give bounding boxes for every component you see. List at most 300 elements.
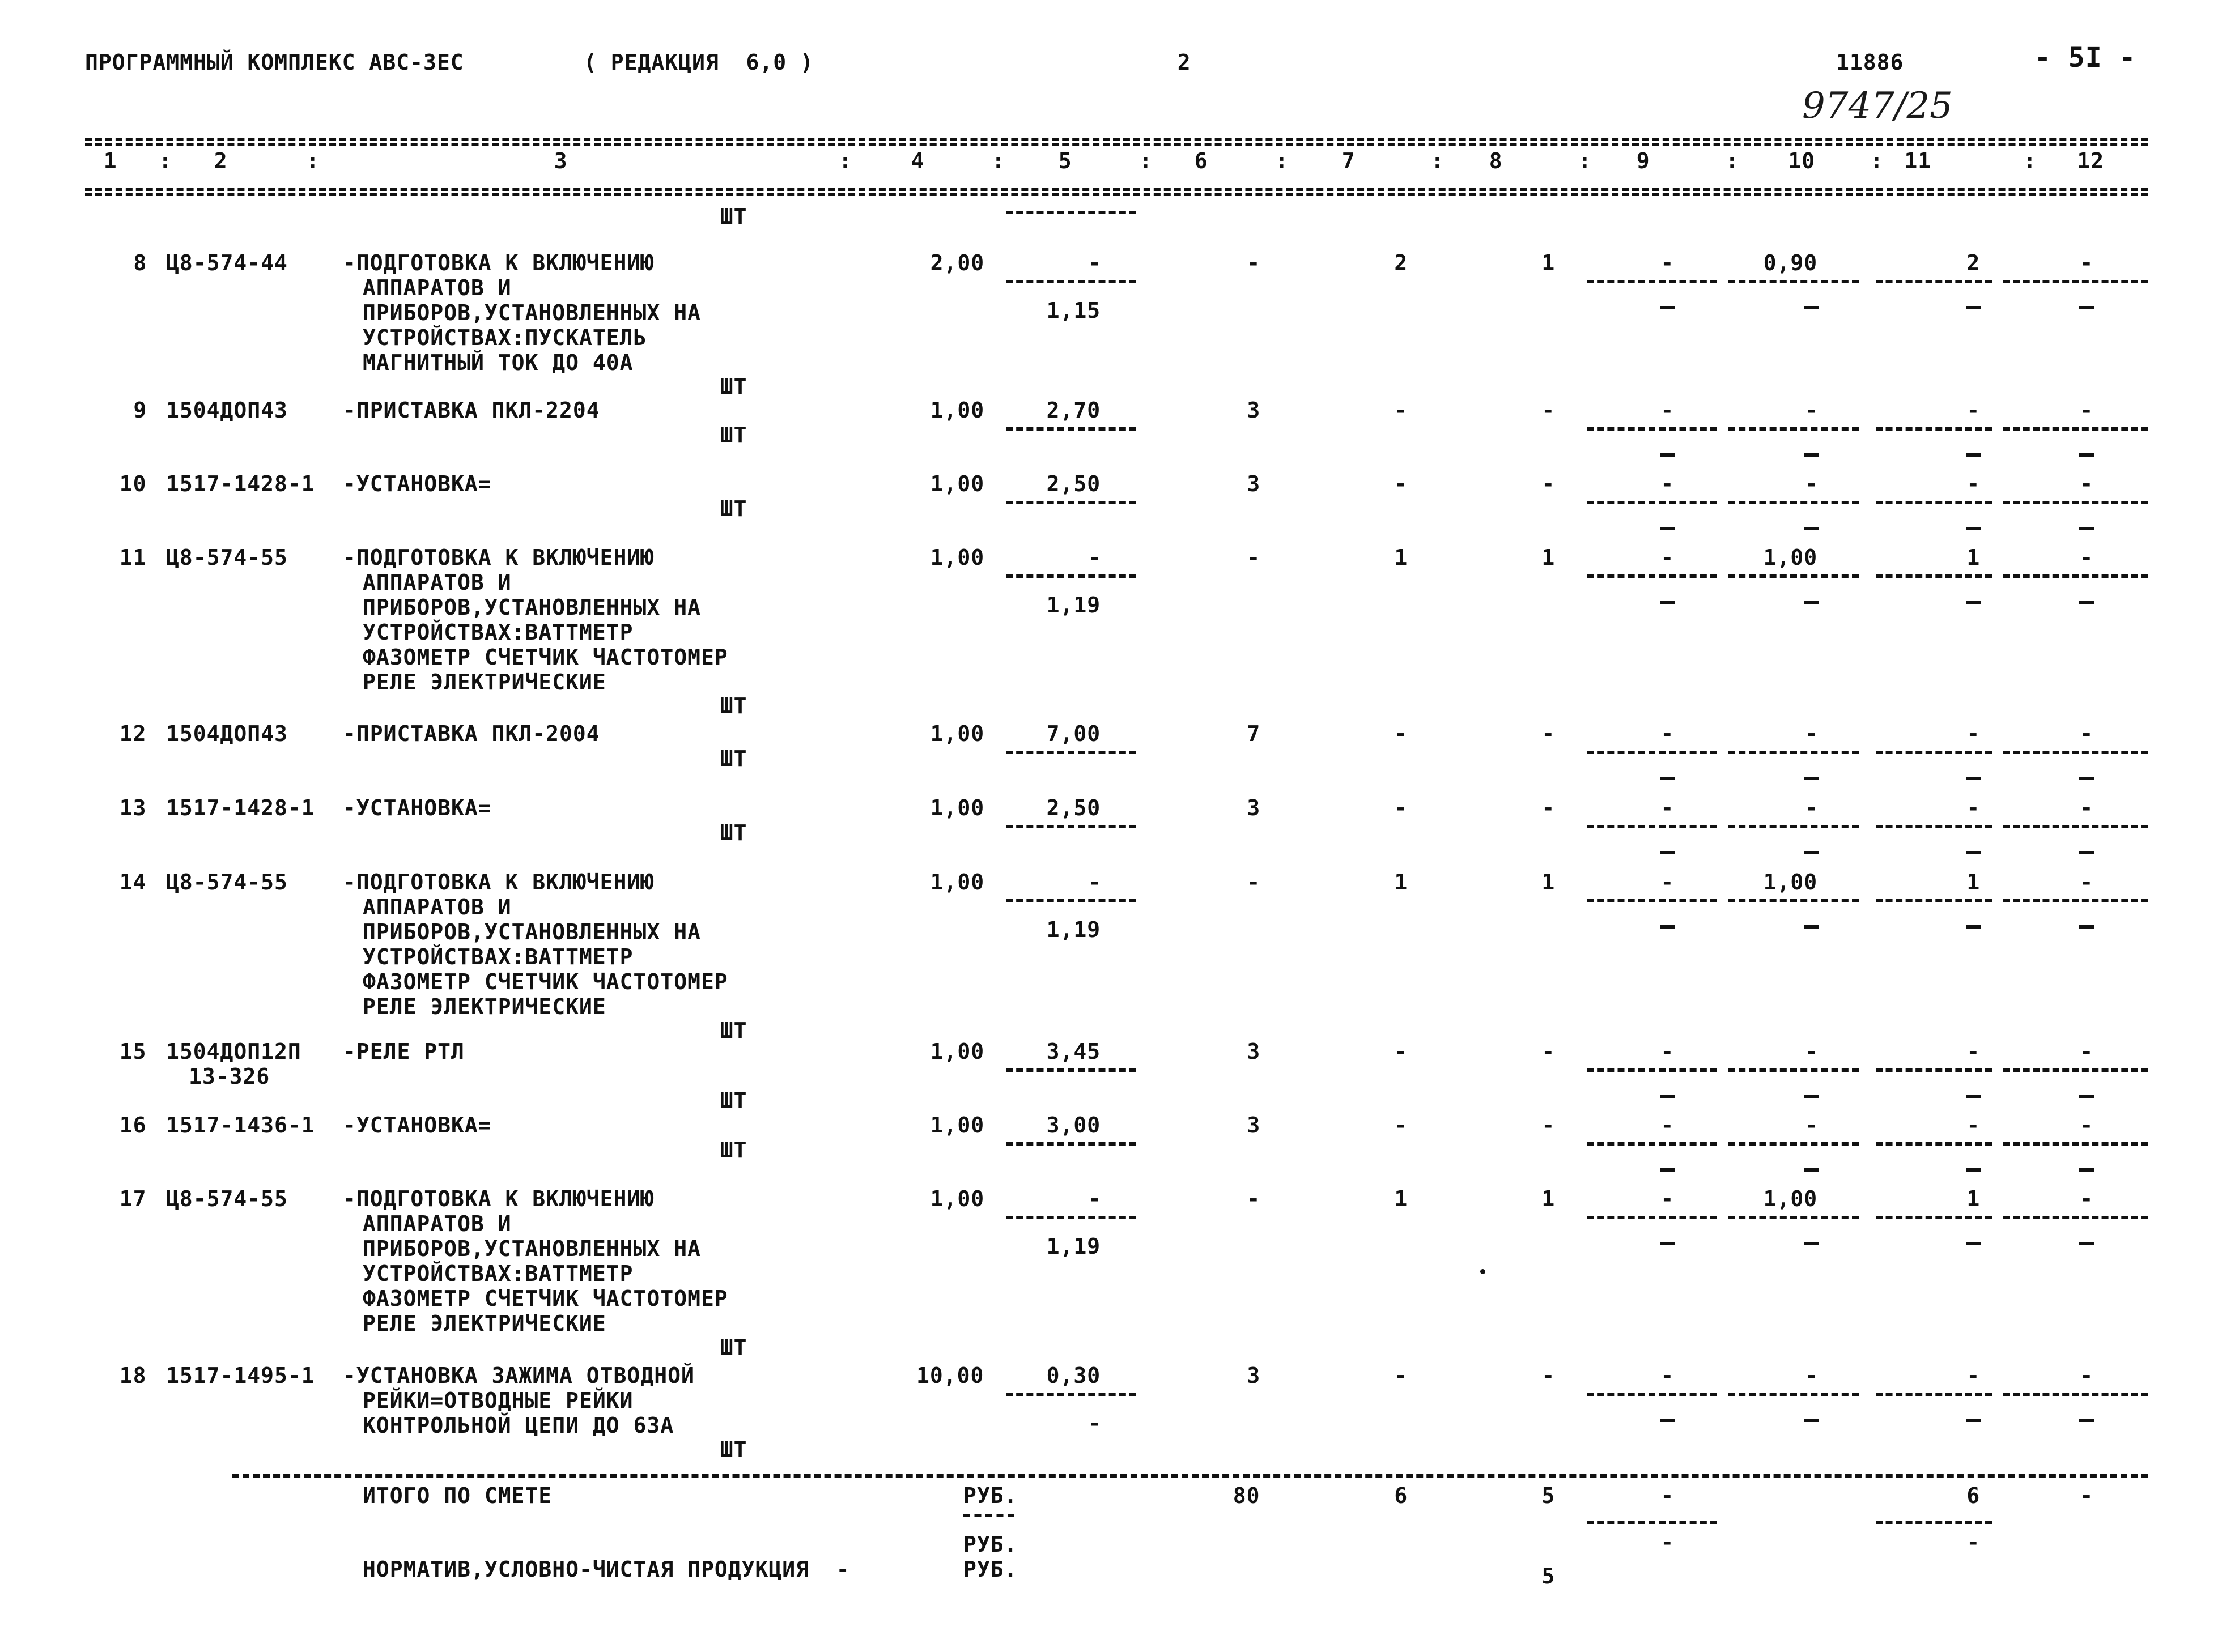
row-description: ПРИБОРОВ,УСТАНОВЛЕННЫХ НА	[363, 919, 701, 944]
dashed-rule	[2003, 501, 2148, 504]
row-col7: -	[1394, 1039, 1408, 1064]
dash-mark	[2079, 1242, 2094, 1245]
row-quantity: 1,00	[930, 398, 985, 423]
row-col7: -	[1394, 1363, 1408, 1388]
dashed-rule	[2003, 1393, 2148, 1396]
row-description: МАГНИТНЫЙ ТОК ДО 40А	[363, 350, 634, 375]
norm-col9: -	[1660, 1530, 1675, 1555]
row-quantity: 1,00	[930, 545, 985, 570]
dash-mark	[1660, 1419, 1675, 1422]
row-col10: 1,00	[1763, 870, 1818, 895]
row-col12: -	[2080, 398, 2094, 423]
dashed-rule	[2003, 427, 2148, 431]
row-col7: 1	[1394, 870, 1408, 895]
column-separator: :	[159, 148, 172, 173]
dashed-rule	[1876, 899, 1992, 902]
row-number: 11	[119, 545, 147, 570]
norm-unit-2: РУБ.	[963, 1557, 1018, 1582]
dashed-rule	[1728, 1142, 1859, 1146]
dash-mark	[1966, 851, 1981, 854]
dashed-rule	[1876, 1142, 1992, 1146]
dash-mark	[1804, 601, 1819, 604]
dash-mark	[2079, 777, 2094, 780]
dashed-rule	[2003, 751, 2148, 754]
program-title: ПРОГРАММНЫЙ КОМПЛЕКС АВС-3ЕС	[85, 50, 464, 75]
column-separator: :	[992, 148, 1005, 173]
row-code: Ц8-574-55	[166, 1186, 288, 1211]
row-unit: ШТ	[720, 1138, 747, 1163]
dash-mark	[1966, 453, 1981, 457]
row-description: ПРИБОРОВ,УСТАНОВЛЕННЫХ НА	[363, 300, 701, 325]
dashed-rule	[1587, 1216, 1717, 1219]
dash-mark	[1966, 601, 1981, 604]
dashed-rule	[1876, 825, 1992, 828]
row-description: -ПОДГОТОВКА К ВКЛЮЧЕНИЮ	[343, 1186, 655, 1211]
row-col11: 1	[1966, 870, 1981, 895]
dashed-rule	[2003, 1216, 2148, 1219]
dashed-rule	[1006, 751, 1136, 754]
column-separator: :	[1431, 148, 1444, 173]
row-col8: -	[1541, 1039, 1556, 1064]
row-col9: -	[1660, 250, 1675, 275]
dashed-rule	[1728, 501, 1859, 504]
row-description: -РЕЛЕ РТЛ	[343, 1039, 465, 1064]
dash-mark	[1966, 1095, 1981, 1098]
row-col12: -	[2080, 721, 2094, 746]
totals-label: ИТОГО ПО СМЕТЕ	[363, 1483, 553, 1508]
row-col6: 3	[1247, 795, 1261, 820]
row-description: УСТРОЙСТВАХ:ВАТТМЕТР	[363, 944, 634, 969]
dash-mark	[1966, 1168, 1981, 1172]
row-description: УСТРОЙСТВАХ:ВАТТМЕТР	[363, 620, 634, 645]
dash-mark	[2079, 601, 2094, 604]
column-header-3: 3	[554, 148, 568, 173]
dash-mark	[1804, 851, 1819, 854]
row-code: 1517-1436-1	[166, 1113, 315, 1138]
row-code: 1517-1428-1	[166, 795, 315, 820]
row-col11: -	[1966, 1363, 1981, 1388]
dash-mark	[2079, 925, 2094, 929]
row-description: -ПОДГОТОВКА К ВКЛЮЧЕНИЮ	[343, 545, 655, 570]
row-number: 17	[119, 1186, 147, 1211]
column-separator: :	[1726, 148, 1739, 173]
row-description: ФАЗОМЕТР СЧЕТЧИК ЧАСТОТОМЕР	[363, 645, 728, 670]
row-unit: ШТ	[720, 1437, 747, 1462]
row-col10: -	[1805, 1039, 1819, 1064]
dashed-rule	[1006, 427, 1136, 431]
row-col8: -	[1541, 721, 1556, 746]
dashed-rule	[1728, 280, 1859, 283]
row-quantity: 2,00	[930, 250, 985, 275]
row-col7: 2	[1394, 250, 1408, 275]
row-col5-top: -	[1088, 870, 1102, 895]
column-header-8: 8	[1489, 148, 1503, 173]
column-separator: :	[2023, 148, 2037, 173]
dash-mark	[1966, 306, 1981, 309]
row-col12: -	[2080, 795, 2094, 820]
dashed-rule	[1728, 751, 1859, 754]
row-col9: -	[1660, 1113, 1675, 1138]
row-code: Ц8-574-55	[166, 870, 288, 895]
row-col5-top: 3,45	[1046, 1039, 1101, 1064]
row-col7: 1	[1394, 1186, 1408, 1211]
dash-mark	[1966, 925, 1981, 929]
dashed-rule	[1587, 1068, 1717, 1072]
row-col5-top: -	[1088, 545, 1102, 570]
dashed-rule	[1006, 1142, 1136, 1146]
row-quantity: 1,00	[930, 1039, 985, 1064]
row-col10: 0,90	[1763, 250, 1818, 275]
row-description: РЕЛЕ ЭЛЕКТРИЧЕСКИЕ	[363, 670, 606, 695]
row-col6: -	[1247, 545, 1261, 570]
dash-mark	[1804, 527, 1819, 530]
row-quantity: 1,00	[930, 471, 985, 496]
row-code: Ц8-574-55	[166, 545, 288, 570]
row-number: 9	[133, 398, 147, 423]
row-col5-top: -	[1088, 250, 1102, 275]
column-header-4: 4	[911, 148, 925, 173]
row-col8: 1	[1541, 870, 1556, 895]
row-number: 18	[119, 1363, 147, 1388]
row-description: АППАРАТОВ И	[363, 570, 512, 595]
row-col9: -	[1660, 721, 1675, 746]
row-col5-bottom: 1,19	[1046, 593, 1101, 618]
row-col7: -	[1394, 471, 1408, 496]
row-unit: ШТ	[720, 746, 747, 771]
dashed-rule	[1728, 899, 1859, 902]
totals-col7: 6	[1394, 1483, 1408, 1508]
sheet-number: 2	[1177, 50, 1191, 75]
row-col6: 3	[1247, 1113, 1261, 1138]
column-header-5: 5	[1058, 148, 1072, 173]
dashed-rule	[1728, 427, 1859, 431]
row-col12: -	[2080, 545, 2094, 570]
row-col5-top: 2,50	[1046, 795, 1101, 820]
dash-mark	[2079, 1419, 2094, 1422]
dashed-rule	[1006, 825, 1136, 828]
row-col6: -	[1247, 250, 1261, 275]
dash-mark	[1804, 1242, 1819, 1245]
dashed-rule	[1006, 1068, 1136, 1072]
edition-label: ( РЕДАКЦИЯ 6,0 )	[584, 50, 814, 75]
row-col8: -	[1541, 1363, 1556, 1388]
row-col10: -	[1805, 398, 1819, 423]
column-separator: :	[1870, 148, 1884, 173]
row-description: -УСТАНОВКА=	[343, 1113, 492, 1138]
norm-unit-1: РУБ.	[963, 1532, 1018, 1557]
row-col7: -	[1394, 398, 1408, 423]
column-header-11: 11	[1904, 148, 1932, 173]
dashed-rule	[1876, 1068, 1992, 1072]
dash-mark	[1966, 527, 1981, 530]
row-col5-top: 0,30	[1046, 1363, 1101, 1388]
row-col11: -	[1966, 471, 1981, 496]
row-col9: -	[1660, 1039, 1675, 1064]
row-col11: 1	[1966, 1186, 1981, 1211]
row-number: 14	[119, 870, 147, 895]
totals-top-rule	[232, 1474, 2148, 1478]
row-col9: -	[1660, 1363, 1675, 1388]
dash-mark	[1966, 1242, 1981, 1245]
dash-mark	[1966, 1419, 1981, 1422]
row-col8: 1	[1541, 1186, 1556, 1211]
row-description: РЕЙКИ=ОТВОДНЫЕ РЕЙКИ	[363, 1388, 634, 1413]
row-col6: 3	[1247, 471, 1261, 496]
row-col9: -	[1660, 795, 1675, 820]
row-col12: -	[2080, 870, 2094, 895]
row-description: -ПРИСТАВКА ПКЛ-2204	[343, 398, 600, 423]
dash-mark	[1660, 601, 1675, 604]
row-col12: -	[2080, 471, 2094, 496]
dashed-rule	[1876, 1216, 1992, 1219]
page-number: - 5I -	[2034, 42, 2136, 74]
column-header-9: 9	[1636, 148, 1650, 173]
dashed-rule	[1587, 1521, 1717, 1524]
row-col5-top: -	[1088, 1186, 1102, 1211]
dashed-rule	[1587, 1142, 1717, 1146]
row-col11: -	[1966, 721, 1981, 746]
document-code: 11886	[1836, 50, 1904, 75]
row-description: -ПОДГОТОВКА К ВКЛЮЧЕНИЮ	[343, 870, 655, 895]
dashed-rule	[2003, 574, 2148, 578]
row-description: ПРИБОРОВ,УСТАНОВЛЕННЫХ НА	[363, 595, 701, 620]
row-description: -УСТАНОВКА=	[343, 795, 492, 820]
row-col10: -	[1805, 1363, 1819, 1388]
totals-unit: РУБ.	[963, 1483, 1018, 1508]
row-number: 12	[119, 721, 147, 746]
column-header-10: 10	[1788, 148, 1816, 173]
dash-mark	[2079, 453, 2094, 457]
unit-label: ШТ	[720, 204, 747, 229]
dash-mark	[1804, 306, 1819, 309]
row-col8: -	[1541, 471, 1556, 496]
row-unit: ШТ	[720, 820, 747, 845]
row-unit: ШТ	[720, 1088, 747, 1113]
row-col5-top: 2,70	[1046, 398, 1101, 423]
row-col9: -	[1660, 545, 1675, 570]
totals-col9: -	[1660, 1483, 1675, 1508]
dash-mark	[1660, 925, 1675, 929]
dashed-rule	[1587, 1393, 1717, 1396]
row-description: АППАРАТОВ И	[363, 275, 512, 300]
header-bottom-rule	[85, 188, 2148, 191]
column-separator: :	[839, 148, 852, 173]
handwritten-number: 9747/25	[1802, 85, 1953, 127]
row-unit: ШТ	[720, 1018, 747, 1043]
row-col6: 3	[1247, 398, 1261, 423]
dashed-rule	[2003, 1068, 2148, 1072]
dash-mark	[1804, 1095, 1819, 1098]
dashed-rule	[1728, 825, 1859, 828]
dashed-rule	[1587, 280, 1717, 283]
row-col7: -	[1394, 721, 1408, 746]
row-col7: -	[1394, 1113, 1408, 1138]
dashed-rule	[1876, 280, 1992, 283]
row-quantity: 10,00	[916, 1363, 984, 1388]
row-col11: -	[1966, 795, 1981, 820]
column-header-1: 1	[103, 148, 117, 173]
row-number: 8	[133, 250, 147, 275]
row-col6: 3	[1247, 1363, 1261, 1388]
dashed-rule	[2003, 280, 2148, 283]
row-description: УСТРОЙСТВАХ:ПУСКАТЕЛЬ	[363, 325, 647, 350]
row-col5-top: 3,00	[1046, 1113, 1101, 1138]
row-unit: ШТ	[720, 423, 747, 448]
row-col11: 1	[1966, 545, 1981, 570]
row-col7: 1	[1394, 545, 1408, 570]
row-col5-bottom: 1,15	[1046, 298, 1101, 323]
norm-col11: -	[1966, 1530, 1981, 1555]
dash-mark	[1660, 306, 1675, 309]
row-col12: -	[2080, 1186, 2094, 1211]
row-code: 1504ДОП12П	[166, 1039, 301, 1064]
row-col8: 1	[1541, 545, 1556, 570]
dashed-rule	[1006, 899, 1136, 902]
column-header-12: 12	[2077, 148, 2105, 173]
row-col6: 3	[1247, 1039, 1261, 1064]
row-col5-bottom: -	[1088, 1411, 1102, 1436]
row-col9: -	[1660, 1186, 1675, 1211]
dash-mark	[1660, 851, 1675, 854]
dashed-rule	[1006, 1393, 1136, 1396]
row-col12: -	[2080, 1039, 2094, 1064]
dashed-rule	[1006, 280, 1136, 283]
dash-mark	[1660, 777, 1675, 780]
row-code: 1504ДОП43	[166, 398, 288, 423]
row-col6: 7	[1247, 721, 1261, 746]
dash-mark	[2079, 1168, 2094, 1172]
row-col8: 1	[1541, 250, 1556, 275]
dash-mark	[1966, 777, 1981, 780]
dash-mark	[1804, 453, 1819, 457]
row-col5-top: 7,00	[1046, 721, 1101, 746]
dash-mark	[2079, 851, 2094, 854]
dashed-rule	[1876, 427, 1992, 431]
row-description: ФАЗОМЕТР СЧЕТЧИК ЧАСТОТОМЕР	[363, 969, 728, 994]
dashed-rule	[1587, 501, 1717, 504]
row-quantity: 1,00	[930, 1186, 985, 1211]
dashed-rule	[1728, 1216, 1859, 1219]
norm-col8: 5	[1541, 1564, 1556, 1589]
dashed-rule	[1006, 1216, 1136, 1219]
row-col10: 1,00	[1763, 1186, 1818, 1211]
row-description: УСТРОЙСТВАХ:ВАТТМЕТР	[363, 1261, 634, 1286]
row-col10: 1,00	[1763, 545, 1818, 570]
dashed-rule	[1728, 1393, 1859, 1396]
row-col10: -	[1805, 795, 1819, 820]
row-description: РЕЛЕ ЭЛЕКТРИЧЕСКИЕ	[363, 994, 606, 1019]
dash-mark	[1660, 1168, 1675, 1172]
row-description: ПРИБОРОВ,УСТАНОВЛЕННЫХ НА	[363, 1236, 701, 1261]
dashed-rule	[2003, 1142, 2148, 1146]
row-unit: ШТ	[720, 374, 747, 399]
dashed-rule	[1587, 751, 1717, 754]
row-col9: -	[1660, 870, 1675, 895]
column-separator: :	[1275, 148, 1289, 173]
dashed-rule	[1876, 574, 1992, 578]
dashed-rule	[1876, 1521, 1992, 1524]
dashed-rule	[1587, 825, 1717, 828]
dashed-rule	[1876, 501, 1992, 504]
row-quantity: 1,00	[930, 1113, 985, 1138]
row-unit: ШТ	[720, 1335, 747, 1360]
row-unit: ШТ	[720, 693, 747, 718]
norm-label: НОРМАТИВ,УСЛОВНО-ЧИСТАЯ ПРОДУКЦИЯ -	[363, 1557, 850, 1582]
row-description: -ПОДГОТОВКА К ВКЛЮЧЕНИЮ	[343, 250, 655, 275]
dash-mark	[2079, 306, 2094, 309]
row-col11: 2	[1966, 250, 1981, 275]
row-code: 1517-1428-1	[166, 471, 315, 496]
row-quantity: 1,00	[930, 795, 985, 820]
row-unit: ШТ	[720, 496, 747, 521]
row-col5-bottom: 1,19	[1046, 917, 1101, 942]
row-description: АППАРАТОВ И	[363, 1211, 512, 1236]
row-code: 1504ДОП43	[166, 721, 288, 746]
column-header-6: 6	[1194, 148, 1208, 173]
row-number: 10	[119, 471, 147, 496]
row-col12: -	[2080, 1113, 2094, 1138]
row-col10: -	[1805, 1113, 1819, 1138]
dash-mark	[1660, 527, 1675, 530]
row-col11: -	[1966, 398, 1981, 423]
row-col8: -	[1541, 795, 1556, 820]
dash-mark	[1660, 1242, 1675, 1245]
row-col9: -	[1660, 398, 1675, 423]
row-col11: -	[1966, 1039, 1981, 1064]
row-col6: -	[1247, 870, 1261, 895]
row-code-line2: 13-326	[189, 1064, 270, 1089]
totals-col8: 5	[1541, 1483, 1556, 1508]
row-col10: -	[1805, 471, 1819, 496]
row-description: -УСТАНОВКА=	[343, 471, 492, 496]
table-top-rule	[85, 138, 2148, 141]
row-quantity: 1,00	[930, 721, 985, 746]
row-code: Ц8-574-44	[166, 250, 288, 275]
row-col5-bottom: 1,19	[1046, 1234, 1101, 1259]
stray-dot	[1480, 1269, 1485, 1274]
row-description: -ПРИСТАВКА ПКЛ-2004	[343, 721, 600, 746]
dash-mark	[1660, 1095, 1675, 1098]
dashed-rule	[1728, 574, 1859, 578]
dashed-rule	[1876, 751, 1992, 754]
dash-mark	[1804, 1168, 1819, 1172]
dash-mark	[1804, 777, 1819, 780]
row-col6: -	[1247, 1186, 1261, 1211]
row-col10: -	[1805, 721, 1819, 746]
totals-col6: 80	[1233, 1483, 1260, 1508]
header-bottom-rule	[85, 193, 2148, 196]
column-separator: :	[1139, 148, 1153, 173]
row-col11: -	[1966, 1113, 1981, 1138]
row-number: 16	[119, 1113, 147, 1138]
row-description: АППАРАТОВ И	[363, 895, 512, 919]
dash-mark	[1804, 925, 1819, 929]
dashed-rule	[2003, 825, 2148, 828]
row-description: -УСТАНОВКА ЗАЖИМА ОТВОДНОЙ	[343, 1363, 695, 1388]
dashed-rule	[1587, 899, 1717, 902]
dashed-rule	[1006, 211, 1136, 214]
row-col8: -	[1541, 1113, 1556, 1138]
dash-mark	[1660, 453, 1675, 457]
row-col5-top: 2,50	[1046, 471, 1101, 496]
row-description: КОНТРОЛЬНОЙ ЦЕПИ ДО 63А	[363, 1413, 674, 1438]
dashed-rule	[1587, 427, 1717, 431]
row-col7: -	[1394, 795, 1408, 820]
row-col8: -	[1541, 398, 1556, 423]
row-number: 13	[119, 795, 147, 820]
dashed-rule	[1728, 1068, 1859, 1072]
row-code: 1517-1495-1	[166, 1363, 315, 1388]
